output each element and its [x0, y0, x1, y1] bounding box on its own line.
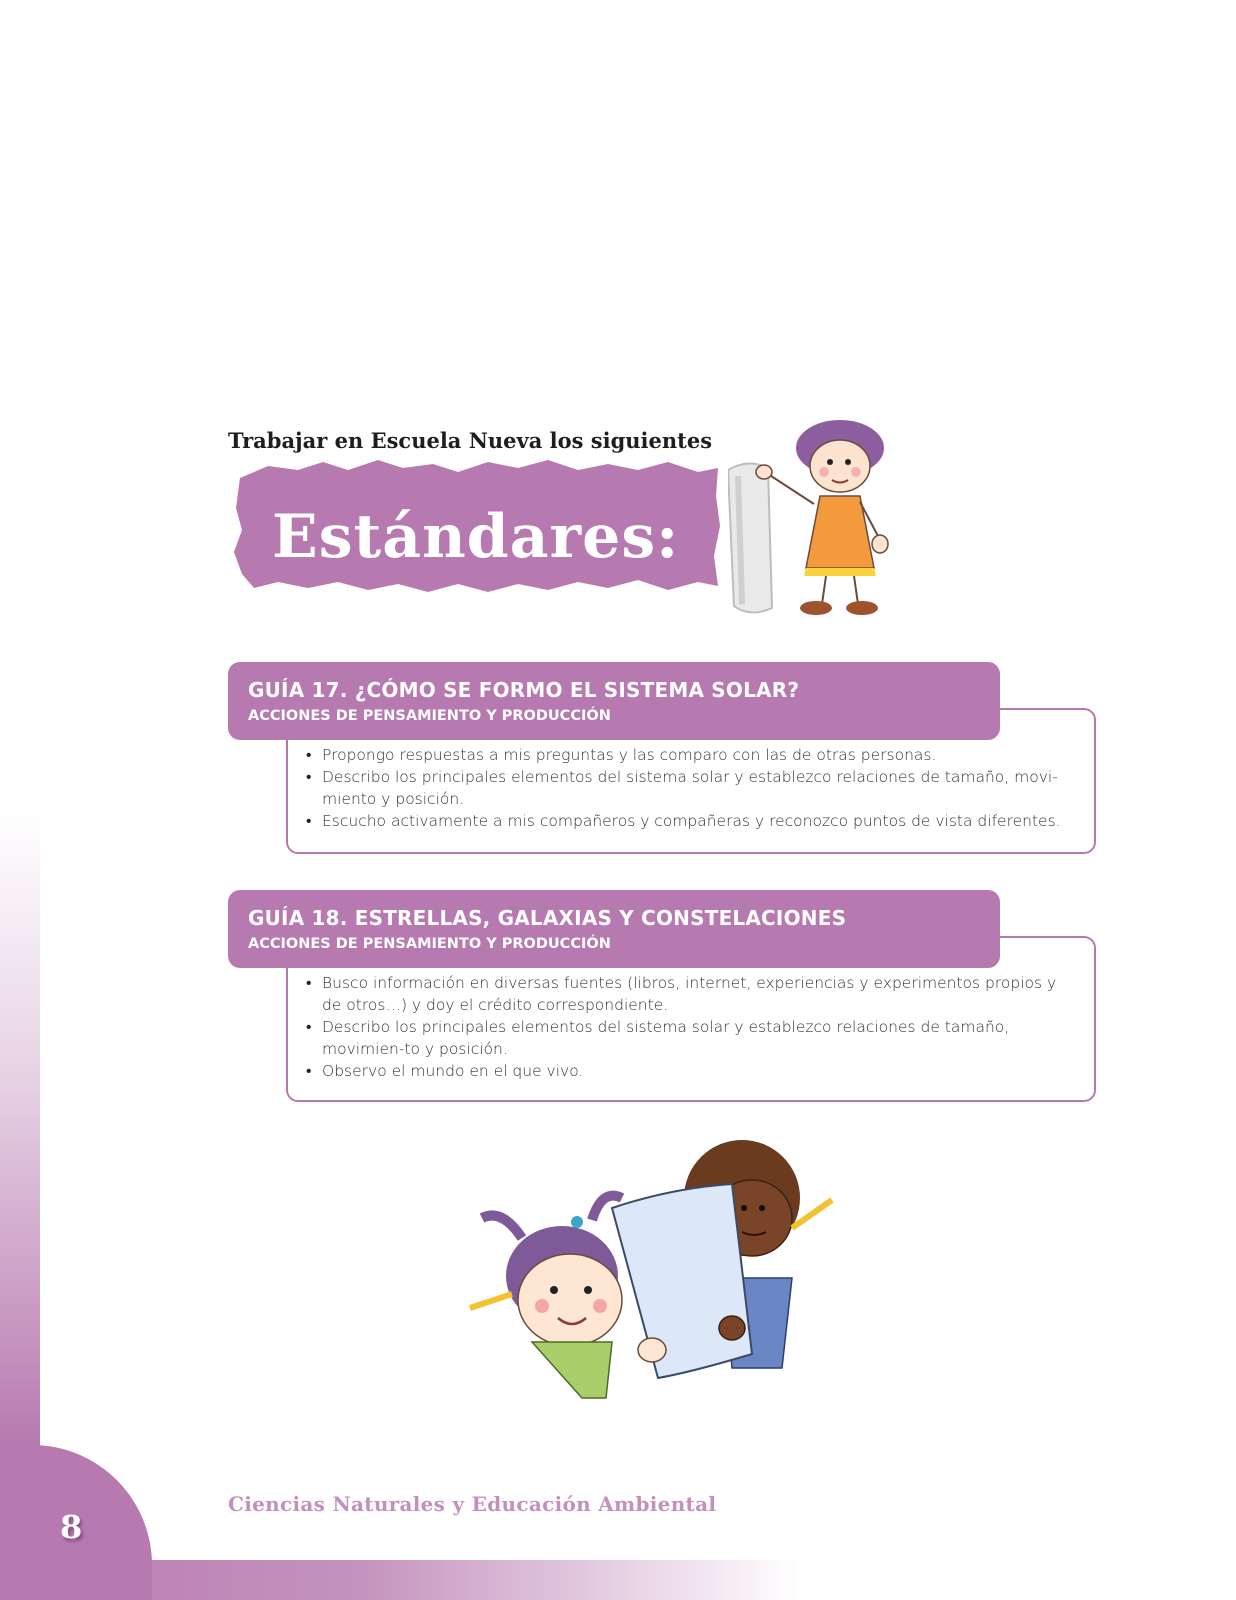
guide-18-section: [228, 890, 1096, 1102]
intro-text: Trabajar en Escuela Nueva los siguientes: [228, 428, 713, 453]
guide-17-header: [228, 662, 1000, 740]
list-item: • Observo el mundo en el que vivo.: [306, 1060, 1068, 1082]
guide-17-list: [306, 744, 1068, 832]
guide-18-title: GUÍA 18. ESTRELLAS, GALAXIAS Y CONSTELACIONES: [248, 906, 847, 930]
guide-17-section: [228, 662, 1096, 852]
girl-holding-scroll-illustration: [728, 418, 918, 638]
list-item: • Escucho activamente a mis compañeros y compañeras y reconozco puntos de vista diferentes.: [306, 810, 1068, 832]
list-item: • Propongo respuestas a mis preguntas y las comparo con las de otras personas.: [306, 744, 1068, 766]
guide-17-title: GUÍA 17. ¿CÓMO SE FORMO EL SISTEMA SOLAR?: [248, 678, 800, 702]
guide-18-subtitle: ACCIONES DE PENSAMIENTO Y PRODUCCIÓN: [248, 936, 611, 952]
guide-17-subtitle: ACCIONES DE PENSAMIENTO Y PRODUCCIÓN: [248, 708, 611, 724]
guide-18-header: [228, 890, 1000, 968]
list-item: • Describo los principales elementos del sistema solar y establezco relaciones de tamaño, movimien-to y posición.: [306, 1016, 1068, 1060]
two-kids-with-map-illustration: [462, 1128, 862, 1408]
list-item: • Busco información en diversas fuentes (libros, internet, experiencias y experimentos propios y de otros…) y doy el crédito correspondiente.: [306, 972, 1068, 1016]
banner-title: Estándares:: [272, 502, 680, 572]
list-item: • Describo los principales elementos del sistema solar y establezco relaciones de tamaño, movi-miento y posición.: [306, 766, 1068, 810]
page-number: 8: [60, 1508, 83, 1546]
guide-18-list: [306, 972, 1068, 1082]
footer-title: Ciencias Naturales y Educación Ambiental: [228, 1492, 717, 1516]
